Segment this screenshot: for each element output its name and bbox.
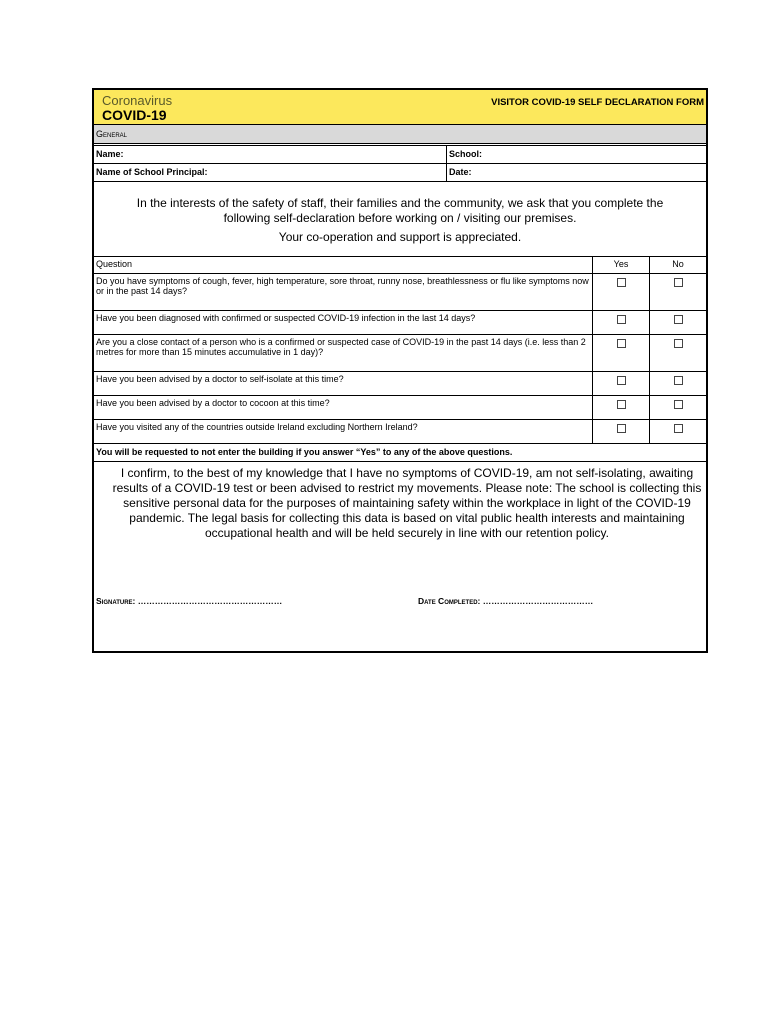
table-row [94,396,706,420]
question-text: Have you been advised by a doctor to cocoon at this time? [94,396,593,420]
yes-checkbox[interactable] [617,400,626,409]
logo-line2: COVID-19 [102,107,167,123]
logo-line1: Coronavirus [102,93,173,108]
intro-line1: In the interests of the safety of staff, their families and the community, we ask that you complete the [136,196,664,210]
header-yes: Yes [593,257,650,274]
table-row [94,311,706,335]
no-checkbox[interactable] [674,339,683,348]
question-text: Have you been diagnosed with confirmed or suspected COVID-19 infection in the last 14 days? [94,311,593,335]
declaration-form [92,88,708,653]
date-completed-field[interactable]: Date Completed: ………………………………… [418,596,594,606]
yes-checkbox[interactable] [617,315,626,324]
table-row [94,274,706,311]
signature-field[interactable]: Signature: …………………………………………… [96,596,283,606]
question-text: Do you have symptoms of cough, fever, high temperature, sore throat, runny nose, breathlessness or flu like symptoms now or in the past 14 days? [94,274,593,311]
covid-logo [102,94,190,122]
confirmation-text: I confirm, to the best of my knowledge that I have no symptoms of COVID-19, am not self-isolating, awaiting results of a COVID-19 test or been advised to restrict my movements. Please note: The school is collecting this sensitive personal data for the purposes of maintaining safety within the workplace in light of the COVID-19 pandemic. The legal basis for collecting this data is based on vital public health interests and maintaining occupational health and will be held securely in line with our retention policy. [112,466,702,540]
table-row [94,372,706,396]
yes-checkbox[interactable] [617,376,626,385]
section-general: General [94,125,706,144]
question-text: Are you a close contact of a person who is a confirmed or suspected case of COVID-19 in the past 14 days (i.e. less than 2 metres for more than 15 minutes accumulative in 1 day)? [94,335,593,372]
question-text: Have you been advised by a doctor to self-isolate at this time? [94,372,593,396]
date-field[interactable]: Date: [449,167,472,177]
name-field[interactable]: Name: [94,146,447,163]
header-question: Question [94,257,593,274]
intro-text [94,182,706,257]
no-checkbox[interactable] [674,400,683,409]
form-header [94,90,706,125]
no-checkbox[interactable] [674,315,683,324]
questions-header-row [94,257,706,274]
no-checkbox[interactable] [674,278,683,287]
info-row-2 [94,164,706,182]
form-title: VISITOR COVID-19 SELF DECLARATION FORM [491,97,704,108]
yes-checkbox[interactable] [617,424,626,433]
no-checkbox[interactable] [674,376,683,385]
info-row-1 [94,145,706,164]
warning-note: You will be requested to not enter the building if you answer “Yes” to any of the above questions. [94,444,706,462]
questions-table [94,257,706,444]
school-field[interactable]: School: [449,149,482,159]
table-row [94,335,706,372]
question-text: Have you visited any of the countries outside Ireland excluding Northern Ireland? [94,420,593,444]
yes-checkbox[interactable] [617,278,626,287]
intro-line3: Your co-operation and support is appreciated. [278,230,522,244]
intro-line2: following self-declaration before working on / visiting our premises. [223,211,577,225]
table-row [94,420,706,444]
no-checkbox[interactable] [674,424,683,433]
yes-checkbox[interactable] [617,339,626,348]
principal-field[interactable]: Name of School Principal: [94,164,447,181]
header-no: No [650,257,707,274]
